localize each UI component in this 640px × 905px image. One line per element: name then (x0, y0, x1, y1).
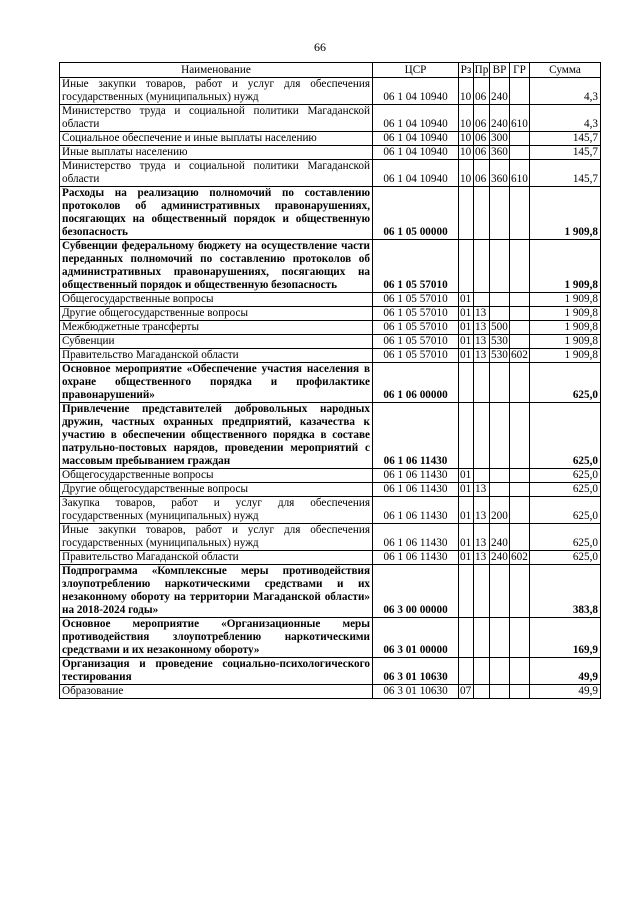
table-row (60, 349, 601, 363)
cell-sum: 4,3 (530, 78, 601, 105)
cell-gr (510, 187, 530, 240)
cell-name: Другие общегосударственные вопросы (60, 483, 373, 497)
cell-csr: 06 1 06 00000 (373, 363, 459, 403)
table-row (60, 78, 601, 105)
cell-vr (490, 618, 510, 658)
cell-pr: 13 (474, 524, 490, 551)
table-row (60, 565, 601, 618)
cell-pr (474, 363, 490, 403)
cell-pr (474, 240, 490, 293)
cell-pr (474, 685, 490, 699)
cell-csr: 06 1 06 11430 (373, 469, 459, 483)
header-csr: ЦСР (373, 63, 459, 78)
cell-csr: 06 1 05 57010 (373, 307, 459, 321)
cell-gr: 602 (511, 349, 528, 361)
cell-sum: 1 909,8 (530, 293, 601, 307)
cell-csr: 06 1 05 57010 (373, 335, 459, 349)
cell-sum: 625,0 (530, 363, 601, 403)
cell-gr (510, 335, 530, 349)
cell-vr (490, 240, 510, 293)
table-row (60, 469, 601, 483)
cell-gr (510, 565, 530, 618)
cell-sum: 169,9 (530, 618, 601, 658)
cell-gr (510, 307, 530, 321)
cell-sum: 49,9 (530, 685, 601, 699)
cell-gr (510, 658, 530, 685)
cell-csr: 06 3 01 10630 (373, 685, 459, 699)
cell-gr (510, 146, 530, 160)
cell-name: Правительство Магаданской области (60, 349, 373, 363)
cell-pr: 13 (474, 307, 490, 321)
cell-vr: 240 (491, 551, 508, 563)
cell-vr (490, 658, 510, 685)
cell-pr (474, 469, 490, 483)
cell-sum: 625,0 (530, 497, 601, 524)
cell-name: Общегосударственные вопросы (60, 293, 373, 307)
cell-sum: 145,7 (530, 132, 601, 146)
cell-gr (510, 78, 530, 105)
cell-rz: 01 (459, 524, 474, 551)
cell-name: Министерство труда и социальной политики Магаданской области (60, 105, 373, 132)
cell-pr: 13 (474, 335, 490, 349)
cell-pr: 06 (474, 78, 490, 105)
header-name: Наименование (60, 63, 373, 78)
cell-csr: 06 3 01 00000 (373, 618, 459, 658)
cell-pr (474, 293, 490, 307)
cell-rz (459, 618, 474, 658)
cell-rz (459, 658, 474, 685)
header-sum: Сумма (530, 63, 601, 78)
table-row (60, 403, 601, 469)
cell-rz: 01 (459, 497, 474, 524)
table-row (60, 293, 601, 307)
table-row (60, 618, 601, 658)
cell-sum: 383,8 (530, 565, 601, 618)
cell-vr (490, 363, 510, 403)
cell-sum: 625,0 (530, 551, 601, 565)
cell-pr (474, 565, 490, 618)
cell-sum: 625,0 (530, 524, 601, 551)
cell-sum: 1 909,8 (530, 321, 601, 335)
cell-rz (459, 403, 474, 469)
cell-pr: 13 (474, 551, 490, 565)
cell-sum: 1 909,8 (530, 349, 601, 363)
cell-vr (490, 293, 510, 307)
cell-rz: 10 (459, 160, 474, 187)
cell-gr (510, 618, 530, 658)
cell-sum: 145,7 (530, 160, 601, 187)
cell-rz: 01 (459, 551, 474, 565)
cell-rz: 01 (459, 335, 474, 349)
cell-vr: 500 (491, 321, 508, 333)
cell-csr: 06 1 05 57010 (373, 349, 459, 363)
cell-rz: 10 (459, 146, 474, 160)
cell-pr: 06 (474, 105, 490, 132)
cell-gr (510, 363, 530, 403)
cell-pr: 13 (474, 349, 490, 363)
cell-gr (510, 403, 530, 469)
table-row (60, 551, 601, 565)
table-row (60, 685, 601, 699)
header-vr: ВР (490, 63, 510, 78)
cell-rz (459, 363, 474, 403)
cell-name: Основное мероприятие «Обеспечение участия населения в охране общественного порядка и профилактике правонарушений» (60, 363, 373, 403)
cell-name: Другие общегосударственные вопросы (60, 307, 373, 321)
table-row (60, 335, 601, 349)
cell-gr (510, 483, 530, 497)
cell-name: Иные выплаты населению (60, 146, 373, 160)
cell-name: Общегосударственные вопросы (60, 469, 373, 483)
cell-rz (459, 187, 474, 240)
cell-vr: 300 (491, 132, 508, 144)
cell-vr: 240 (490, 105, 510, 132)
table-row (60, 132, 601, 146)
cell-name: Организация и проведение социально-психологического тестирования (60, 658, 373, 685)
header-gr: ГР (510, 63, 530, 78)
cell-rz: 01 (459, 321, 474, 335)
cell-gr (510, 524, 530, 551)
cell-vr (490, 565, 510, 618)
cell-sum: 625,0 (530, 403, 601, 469)
table-row (60, 524, 601, 551)
table-row (60, 160, 601, 187)
cell-csr: 06 1 06 11430 (373, 524, 459, 551)
cell-pr: 06 (474, 132, 490, 146)
cell-name: Привлечение представителей добровольных народных дружин, частных охранных предприятий, казачества к участию в обеспечении общественного порядка в составе патрульно-постовых нарядов, проведении мероприятий с массовым пребыванием граждан (60, 403, 373, 469)
table-row (60, 240, 601, 293)
cell-csr: 06 1 04 10940 (373, 160, 459, 187)
cell-rz (459, 565, 474, 618)
cell-pr: 06 (474, 146, 490, 160)
cell-name: Основное мероприятие «Организационные меры противодействия злоупотреблению наркотическими средствами и их незаконному обороту» (60, 618, 373, 658)
cell-name: Расходы на реализацию полномочий по составлению протоколов об административных правонарушениях, посягающих на общественный порядок и общественную безопасность (60, 187, 373, 240)
cell-sum: 1 909,8 (530, 240, 601, 293)
cell-vr: 200 (490, 497, 510, 524)
cell-pr: 13 (474, 321, 490, 335)
cell-name: Межбюджетные трансферты (60, 321, 373, 335)
page-number: 66 (314, 40, 326, 54)
cell-csr: 06 1 05 57010 (373, 240, 459, 293)
cell-vr: 240 (490, 78, 510, 105)
header-pr: Пр (474, 64, 489, 76)
cell-pr (474, 403, 490, 469)
cell-rz: 01 (459, 483, 474, 497)
cell-gr (510, 132, 530, 146)
cell-csr: 06 1 04 10940 (373, 132, 459, 146)
table-row (60, 146, 601, 160)
cell-name: Закупка товаров, работ и услуг для обеспечения государственных (муниципальных) нужд (60, 497, 373, 524)
cell-vr (490, 307, 510, 321)
cell-csr: 06 1 04 10940 (373, 146, 459, 160)
cell-sum: 1 909,8 (530, 187, 601, 240)
cell-rz (459, 240, 474, 293)
cell-gr (510, 293, 530, 307)
cell-csr: 06 1 06 11430 (373, 551, 459, 565)
cell-sum: 145,7 (530, 146, 601, 160)
table-row (60, 321, 601, 335)
cell-csr: 06 1 06 11430 (373, 497, 459, 524)
cell-gr (510, 321, 530, 335)
table-row (60, 187, 601, 240)
cell-vr: 530 (491, 349, 508, 361)
cell-name: Министерство труда и социальной политики Магаданской области (60, 160, 373, 187)
cell-name: Правительство Магаданской области (60, 551, 373, 565)
cell-sum: 1 909,8 (530, 307, 601, 321)
cell-gr (510, 497, 530, 524)
cell-rz: 10 (459, 105, 474, 132)
cell-name: Подпрограмма «Комплексные меры противодействия злоупотреблению наркотическими средствами и их незаконному обороту на территории Магаданской области» на 2018-2024 годы» (60, 565, 373, 618)
header-rz: Рз (459, 63, 474, 78)
cell-sum: 1 909,8 (530, 335, 601, 349)
cell-csr: 06 1 04 10940 (373, 78, 459, 105)
cell-rz: 01 (459, 293, 474, 307)
cell-name: Иные закупки товаров, работ и услуг для обеспечения государственных (муниципальных) нужд (60, 524, 373, 551)
cell-pr: 06 (474, 160, 490, 187)
cell-gr (510, 240, 530, 293)
cell-gr: 602 (511, 551, 528, 563)
cell-gr (510, 685, 530, 699)
cell-gr: 610 (510, 160, 530, 187)
cell-vr (490, 483, 510, 497)
cell-name: Иные закупки товаров, работ и услуг для обеспечения государственных (муниципальных) нужд (60, 78, 373, 105)
table-row (60, 363, 601, 403)
cell-vr: 530 (491, 335, 508, 347)
cell-vr: 360 (491, 146, 508, 158)
cell-name: Субвенции федеральному бюджету на осуществление части переданных полномочий по составлению протоколов об административных правонарушениях, посягающих на общественный порядок и общественную безопасность (60, 240, 373, 293)
cell-vr: 360 (490, 160, 510, 187)
cell-rz: 10 (459, 78, 474, 105)
cell-csr: 06 3 01 10630 (373, 658, 459, 685)
cell-vr (490, 685, 510, 699)
cell-rz: 01 (459, 349, 474, 363)
cell-rz: 01 (459, 469, 474, 483)
table-row (60, 658, 601, 685)
table-row (60, 105, 601, 132)
cell-vr (490, 403, 510, 469)
cell-vr (490, 469, 510, 483)
cell-pr (474, 658, 490, 685)
cell-gr (510, 469, 530, 483)
cell-name: Образование (60, 685, 373, 699)
table-row (60, 483, 601, 497)
cell-vr: 240 (490, 524, 510, 551)
cell-pr (474, 187, 490, 240)
cell-pr: 13 (474, 497, 490, 524)
cell-csr: 06 1 06 11430 (373, 483, 459, 497)
table-header-row (60, 63, 601, 78)
cell-rz: 01 (459, 307, 474, 321)
cell-sum: 4,3 (530, 105, 601, 132)
cell-csr: 06 1 05 57010 (373, 321, 459, 335)
cell-rz: 07 (459, 685, 474, 699)
cell-csr: 06 1 04 10940 (373, 105, 459, 132)
cell-csr: 06 3 00 00000 (373, 565, 459, 618)
cell-sum: 625,0 (530, 469, 601, 483)
cell-gr: 610 (510, 105, 530, 132)
cell-csr: 06 1 05 00000 (373, 187, 459, 240)
cell-sum: 49,9 (530, 658, 601, 685)
cell-pr: 13 (474, 483, 490, 497)
cell-sum: 625,0 (530, 483, 601, 497)
cell-rz: 10 (459, 132, 474, 146)
cell-vr (490, 187, 510, 240)
budget-table (59, 62, 601, 699)
cell-csr: 06 1 06 11430 (373, 403, 459, 469)
cell-name: Социальное обеспечение и иные выплаты населению (60, 132, 373, 146)
cell-name: Субвенции (60, 335, 373, 349)
table-row (60, 497, 601, 524)
table-row (60, 307, 601, 321)
cell-csr: 06 1 05 57010 (373, 293, 459, 307)
cell-pr (474, 618, 490, 658)
